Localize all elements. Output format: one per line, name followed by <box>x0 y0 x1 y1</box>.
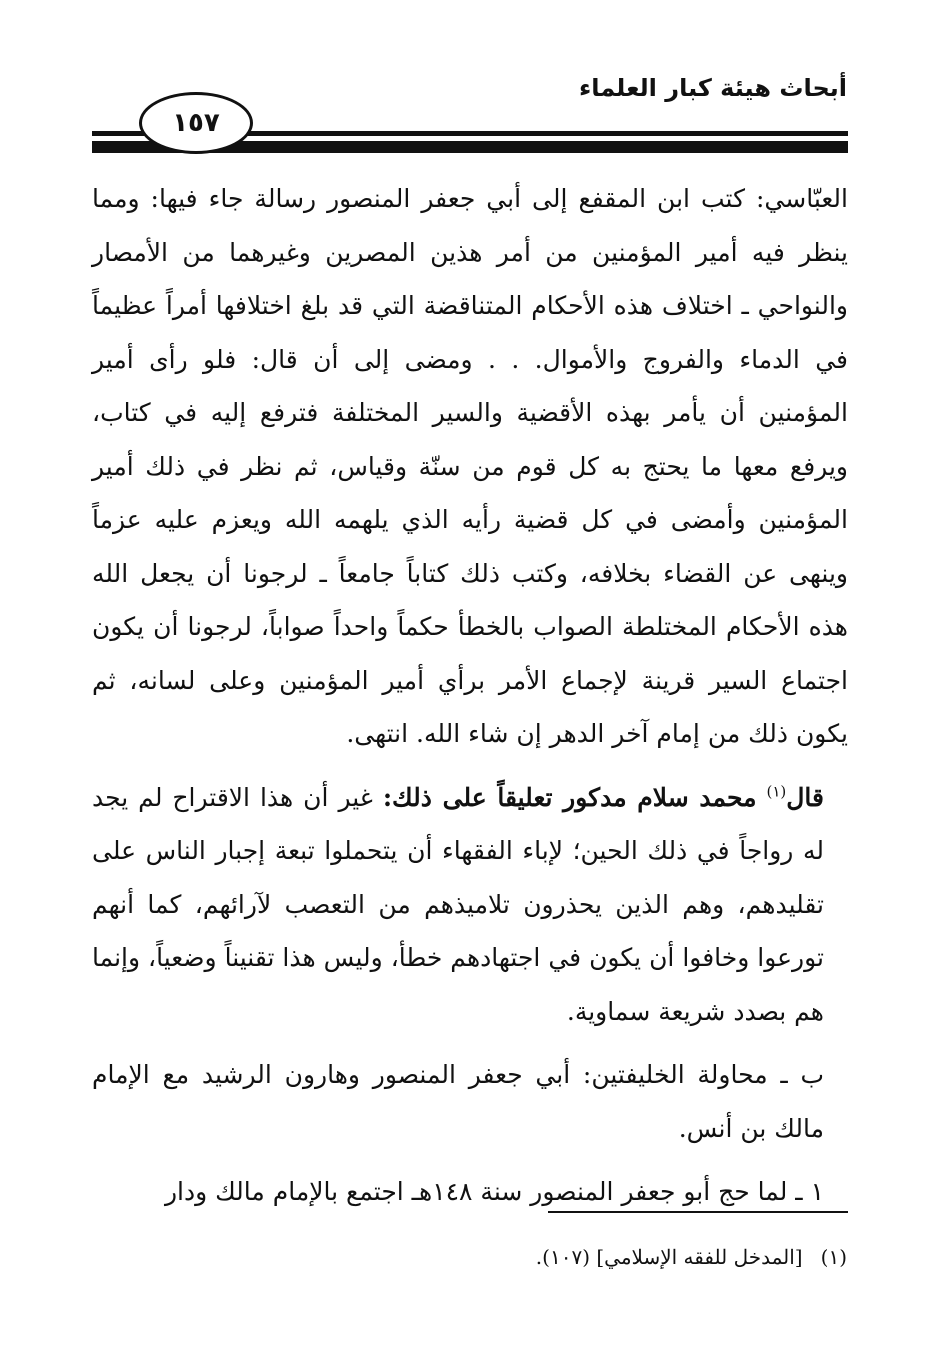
footnote-text: [المدخل للفقه الإسلامي] (١٠٧). <box>535 1245 803 1269</box>
footnote-separator <box>548 1211 848 1213</box>
footnote-reference: (١) <box>766 782 787 801</box>
paragraph-spacer <box>92 1155 848 1165</box>
quote-lead: قال <box>786 782 824 812</box>
footnote <box>536 1245 847 1269</box>
section-heading-caliphs-attempt: ب ـ محاولة الخليفتين: أبي جعفر المنصور وهارون الرشيد مع الإمام مالك بن أنس. <box>92 1060 824 1143</box>
paragraph-madkour-comment <box>92 771 848 1039</box>
paragraph-ibn-muqaffa-letter: العبّاسي: كتب ابن المقفع إلى أبي جعفر المنصور رسالة جاء فيها: ومما ينظر فيه أمير المؤمنين من أمر هذين المصرين وغيرهما من الأمصار والنواحي ـ اختلاف هذه الأحكام المتناقضة التي قد بلغ اختلافها أمراً عظيماً في الدماء والفروج والأموال. . . ومضى إلى أن قال: فلو رأى أمير المؤمنين أن يأمر بهذه الأقضية والسير المختلفة فترفع إليه في كتاب، ويرفع معها ما يحتج به كل قوم من سنّة وقياس، ثم نظر في ذلك أمير المؤمنين وأمضى في كل قضية رأيه الذي يلهمه الله ويعزم عليه عزماً وينهى عن القضاء بخلافه، وكتب ذلك كتاباً جامعاً ـ لرجونا أن يجعل الله هذه الأحكام المختلطة الصواب بالخطأ حكماً واحداً صواباً، لرجونا أن يكون اجتماع السير قرينة لإجماع الأمر برأي أمير المؤمنين وعلى لسانه، ثم يكون ذلك من إمام آخر الدهر إن شاء الله. انتهى. <box>92 184 848 748</box>
page-number: ١٥٧ <box>172 108 220 138</box>
page-number-oval <box>139 92 253 154</box>
running-header-title: أبحاث هيئة كبار العلماء <box>578 74 847 102</box>
paragraph-spacer <box>92 1038 848 1048</box>
main-text <box>92 172 848 1219</box>
paragraph-mansur-hajj: ١ ـ لما حج أبو جعفر المنصور سنة ١٤٨هـ اجتمع بالإمام مالك ودار <box>164 1177 824 1206</box>
footnote-number: (١) <box>820 1245 847 1269</box>
paragraph-spacer <box>92 761 848 771</box>
quote-body: غير أن هذا الاقتراح لم يجد له رواجاً في ذلك الحين؛ لإباء الفقهاء أن يتحملوا تبعة إجبار الناس على تقليدهم، وهم الذين يحذرون تلاميذهم من التعصب لآرائهم، كما أنهم تورعوا وخافوا أن يكون في اجتهادهم خطأ، وليس هذا تقنيناً وضعياً، وإنما هم بصدد شريعة سماوية. <box>92 782 824 1026</box>
quoted-author: محمد سلام مدكور تعليقاً على ذلك: <box>382 782 757 812</box>
